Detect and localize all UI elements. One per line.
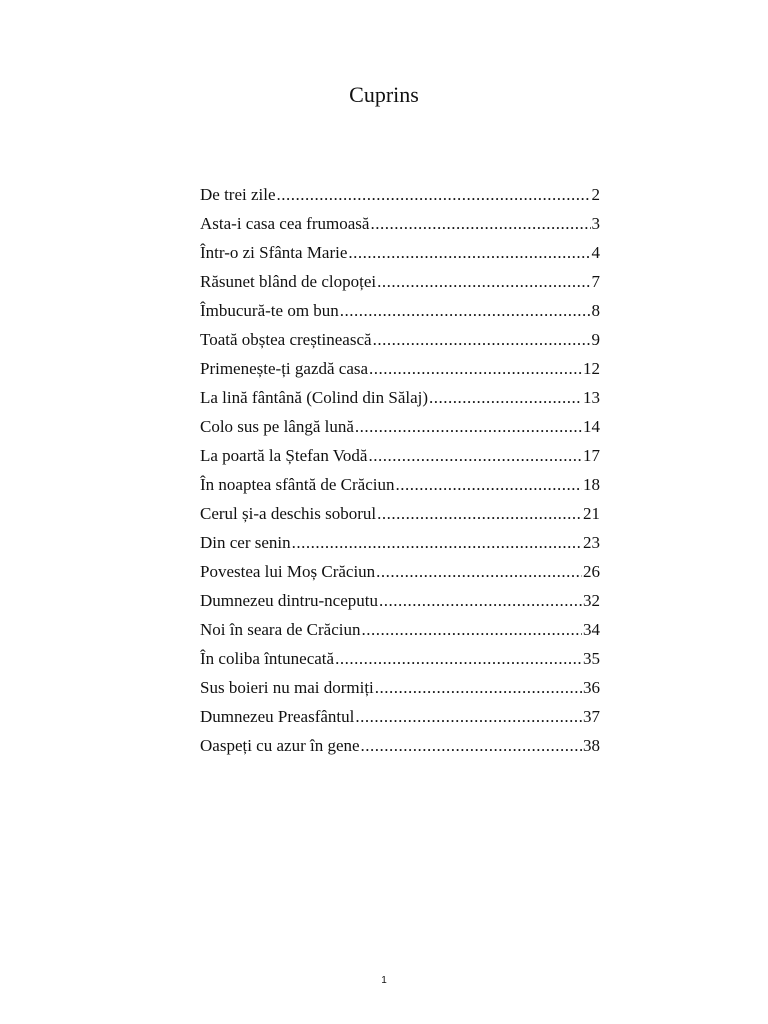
- toc-entry-title: La lină fântână (Colind din Sălaj): [200, 388, 429, 407]
- toc-entry-title: La poartă la Ștefan Vodă: [200, 446, 368, 465]
- toc-entry-page: 18: [583, 475, 600, 494]
- toc-entry-page: 2: [591, 185, 600, 204]
- toc-entry-title: Într-o zi Sfânta Marie: [200, 243, 348, 262]
- toc-entry: [200, 615, 600, 644]
- toc-entry-page: 14: [583, 417, 600, 436]
- toc-dot-leader: [340, 296, 591, 325]
- toc-dot-leader: [373, 325, 591, 354]
- toc-dot-leader: [277, 180, 591, 209]
- toc-entry: [200, 673, 600, 702]
- toc-entry: [200, 267, 600, 296]
- toc-entry: [200, 441, 600, 470]
- toc-dot-leader: [429, 383, 582, 412]
- toc-entry: [200, 644, 600, 673]
- toc-entry: [200, 180, 600, 209]
- toc-entry-page: 9: [591, 330, 600, 349]
- toc-entry: [200, 209, 600, 238]
- toc-entry-page: 12: [583, 359, 600, 378]
- toc-dot-leader: [375, 673, 582, 702]
- toc-entry-page: 13: [583, 388, 600, 407]
- toc-entry-page: 21: [583, 504, 600, 523]
- toc-entry-page: 32: [583, 591, 600, 610]
- toc-entry-title: În coliba întunecată: [200, 649, 335, 668]
- toc-entry: [200, 238, 600, 267]
- toc-entry-page: 17: [583, 446, 600, 465]
- toc-entry-title: Din cer senin: [200, 533, 291, 552]
- toc-entry: [200, 528, 600, 557]
- toc-entry-page: 8: [591, 301, 600, 320]
- toc-entry-title: Îmbucură-te om bun: [200, 301, 339, 320]
- toc-entry-page: 36: [583, 678, 600, 697]
- toc-entry: [200, 412, 600, 441]
- toc-entry-title: Asta-i casa cea frumoasă: [200, 214, 370, 233]
- toc-entry-page: 23: [583, 533, 600, 552]
- toc-dot-leader: [376, 557, 582, 586]
- toc-dot-leader: [361, 731, 582, 760]
- toc-dot-leader: [377, 267, 590, 296]
- toc-dot-leader: [369, 354, 582, 383]
- toc-entry-title: Răsunet blând de clopoței: [200, 272, 377, 291]
- toc-entry-page: 4: [591, 243, 600, 262]
- toc-entry: [200, 499, 600, 528]
- toc-dot-leader: [348, 238, 590, 267]
- toc-entry-page: 35: [583, 649, 600, 668]
- toc-entry-title: Toată obștea creștinească: [200, 330, 372, 349]
- toc-entry-page: 3: [591, 214, 600, 233]
- page-number: 1: [381, 975, 387, 986]
- toc-dot-leader: [355, 412, 582, 441]
- toc-dot-leader: [377, 499, 582, 528]
- toc-entry-title: Sus boieri nu mai dormiți: [200, 678, 374, 697]
- toc-dot-leader: [368, 441, 582, 470]
- toc-entry: [200, 557, 600, 586]
- toc-dot-leader: [370, 209, 590, 238]
- toc-entry-title: Povestea lui Moș Crăciun: [200, 562, 376, 581]
- toc-entry: [200, 470, 600, 499]
- toc-entry: [200, 354, 600, 383]
- toc-entry: [200, 586, 600, 615]
- toc-dot-leader: [355, 702, 582, 731]
- toc-entry: [200, 731, 600, 760]
- toc-dot-leader: [292, 528, 582, 557]
- toc-entry: [200, 383, 600, 412]
- toc-entry-title: În noaptea sfântă de Crăciun: [200, 475, 395, 494]
- toc-entry-page: 38: [583, 736, 600, 755]
- toc-dot-leader: [395, 470, 582, 499]
- toc-entry-title: Noi în seara de Crăciun: [200, 620, 361, 639]
- toc-entry: [200, 296, 600, 325]
- toc-entry: [200, 702, 600, 731]
- page-title: Cuprins: [349, 82, 419, 107]
- toc-entry-title: Dumnezeu Preasfântul: [200, 707, 355, 726]
- table-of-contents: [200, 180, 600, 760]
- toc-entry-title: Oaspeți cu azur în gene: [200, 736, 360, 755]
- toc-entry-page: 26: [583, 562, 600, 581]
- toc-entry-page: 34: [583, 620, 600, 639]
- toc-dot-leader: [362, 615, 583, 644]
- toc-entry-title: Cerul și-a deschis soborul: [200, 504, 377, 523]
- toc-dot-leader: [379, 586, 582, 615]
- toc-entry-page: 7: [591, 272, 600, 291]
- toc-entry-title: Dumnezeu dintru-nceputu: [200, 591, 378, 610]
- toc-entry-title: De trei zile: [200, 185, 276, 204]
- toc-entry-title: Primenește-ți gazdă casa: [200, 359, 369, 378]
- toc-entry: [200, 325, 600, 354]
- toc-dot-leader: [335, 644, 582, 673]
- toc-entry-page: 37: [583, 707, 600, 726]
- toc-entry-title: Colo sus pe lângă lună: [200, 417, 354, 436]
